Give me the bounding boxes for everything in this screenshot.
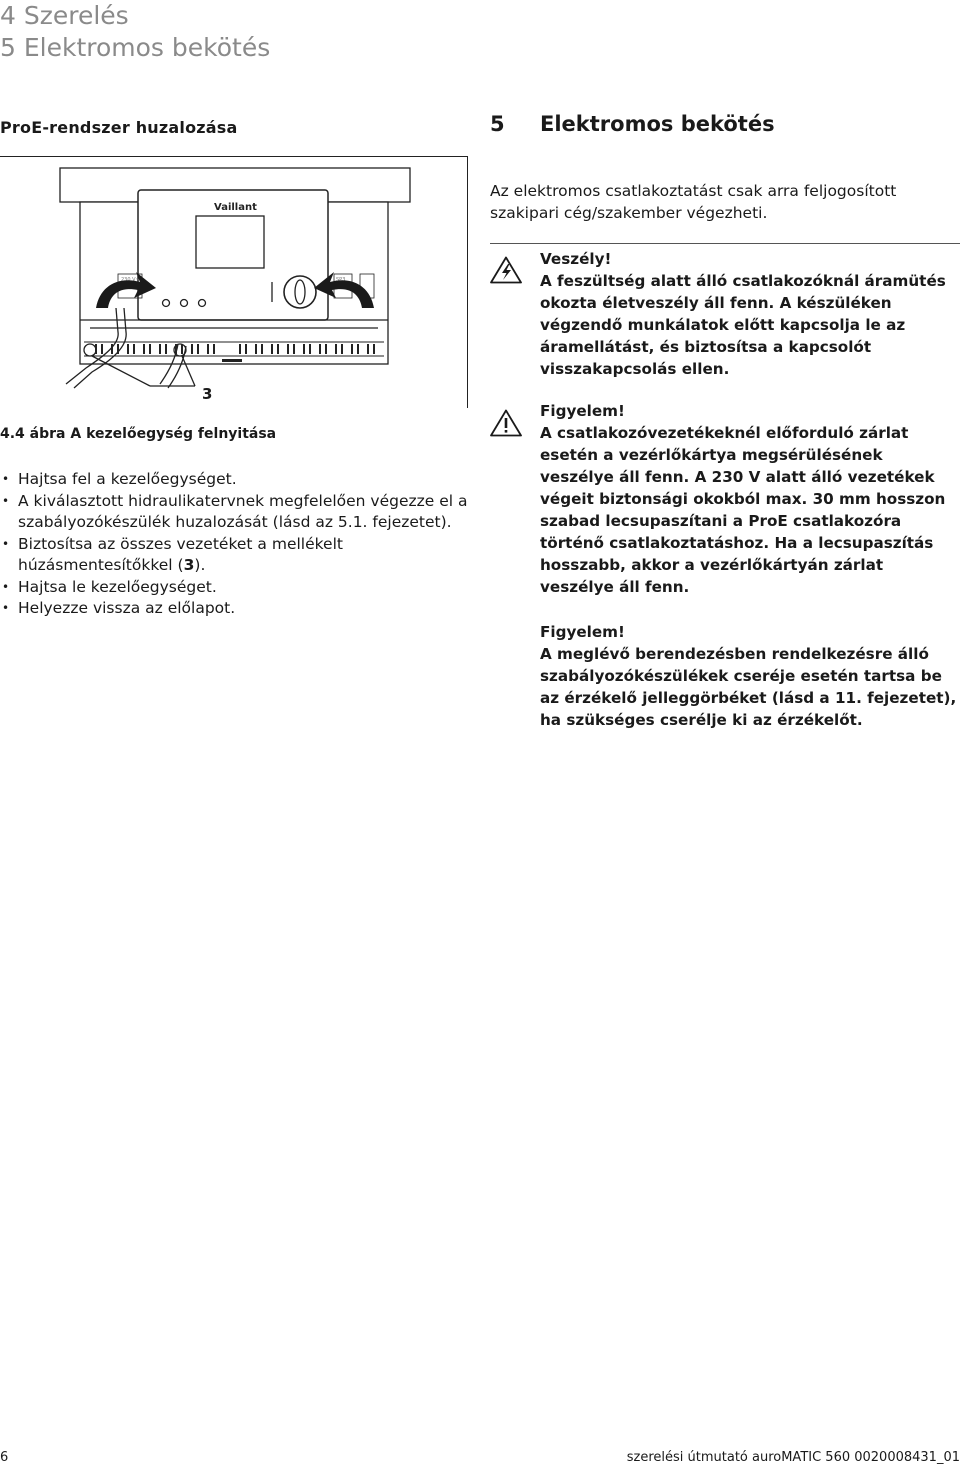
control-unit-illustration: [0, 156, 468, 426]
chapter-header-5: 5 Elektromos bekötés: [0, 33, 271, 62]
warning-title: Figyelem!: [540, 402, 625, 420]
divider: [490, 243, 960, 244]
section-number: 5: [490, 112, 505, 136]
section-heading: [490, 112, 775, 136]
footer-document-info: szerelési útmutató auroMATIC 560 0020008431_01: [626, 1450, 960, 1465]
list-item: • Hajtsa le kezelőegységet.: [0, 577, 470, 599]
brand-logo: Vaillant: [214, 202, 257, 213]
figure-caption: 4.4 ábra A kezelőegység felnyitása: [0, 426, 277, 442]
warning-title: Figyelem!: [540, 623, 625, 641]
chapter-header-4: 4 Szerelés: [0, 1, 129, 30]
terminal-right-label-1: SP3: [336, 277, 346, 283]
intro-paragraph: Az elektromos csatlakoztatást csak arra feljogosított szakipari cég/szakember végezheti.: [490, 182, 897, 222]
section-title: Elektromos bekötés: [540, 112, 775, 136]
warning-text: A csatlakozóvezetékeknél előforduló zárlat esetén a vezérlőkártya megsérülésének veszélye áll fenn. A 230 V alatt álló vezetékek végeit biztonsági okokból max. 30 mm hosszon szabad lecsupaszítani a ProE csatlakozóra történő csatlakoztatáshoz. Ha a lecsupaszítás hosszabb, akkor a vezérlőkártyán zárlat veszélye áll fenn.: [540, 424, 946, 596]
warning-title: Veszély!: [540, 250, 612, 268]
danger-warning: [540, 248, 960, 380]
item-reference-number: 3: [183, 556, 195, 574]
warning-text: A feszültség alatt álló csatlakozóknál áramütés okozta életveszély áll fenn. A készüléken végzendő munkálatok előtt kapcsolja le az áramellátást, és biztosítsa a kapcsolót visszakapcsolás ellen.: [540, 272, 946, 378]
electric-hazard-icon: [490, 256, 522, 284]
callout-number-3: 3: [202, 385, 213, 403]
list-item: • Helyezze vissza az előlapot.: [0, 598, 470, 620]
list-item-text: Biztosítsa az összes vezetéket a mellékelt húzásmentesítőkkel (: [18, 534, 343, 574]
caution-icon: [490, 409, 522, 437]
attention-warning-sensors: [540, 621, 960, 731]
left-section-title: ProE-rendszer huzalozása: [0, 118, 238, 137]
page-number: 6: [0, 1450, 9, 1465]
list-item-text-end: ).: [194, 556, 206, 574]
list-item: • Hajtsa fel a kezelőegységet.: [0, 469, 470, 491]
instruction-list: [0, 469, 470, 620]
attention-warning: [540, 400, 960, 598]
terminal-left-label-1: 230 V~: [121, 277, 140, 283]
list-item: • A kiválasztott hidraulikatervnek megfelelően végezze el a szabályozókészülék huzalozását (lásd az 5.1. fejezetet).: [0, 491, 470, 534]
list-item: [0, 534, 470, 577]
warning-text: A meglévő berendezésben rendelkezésre álló szabályozókészülékek cseréje esetén tartsa be az érzékelő jelleggörbéket (lásd a 11. fejezetet), ha szükséges cserélje ki az érzékelőt.: [540, 645, 957, 729]
